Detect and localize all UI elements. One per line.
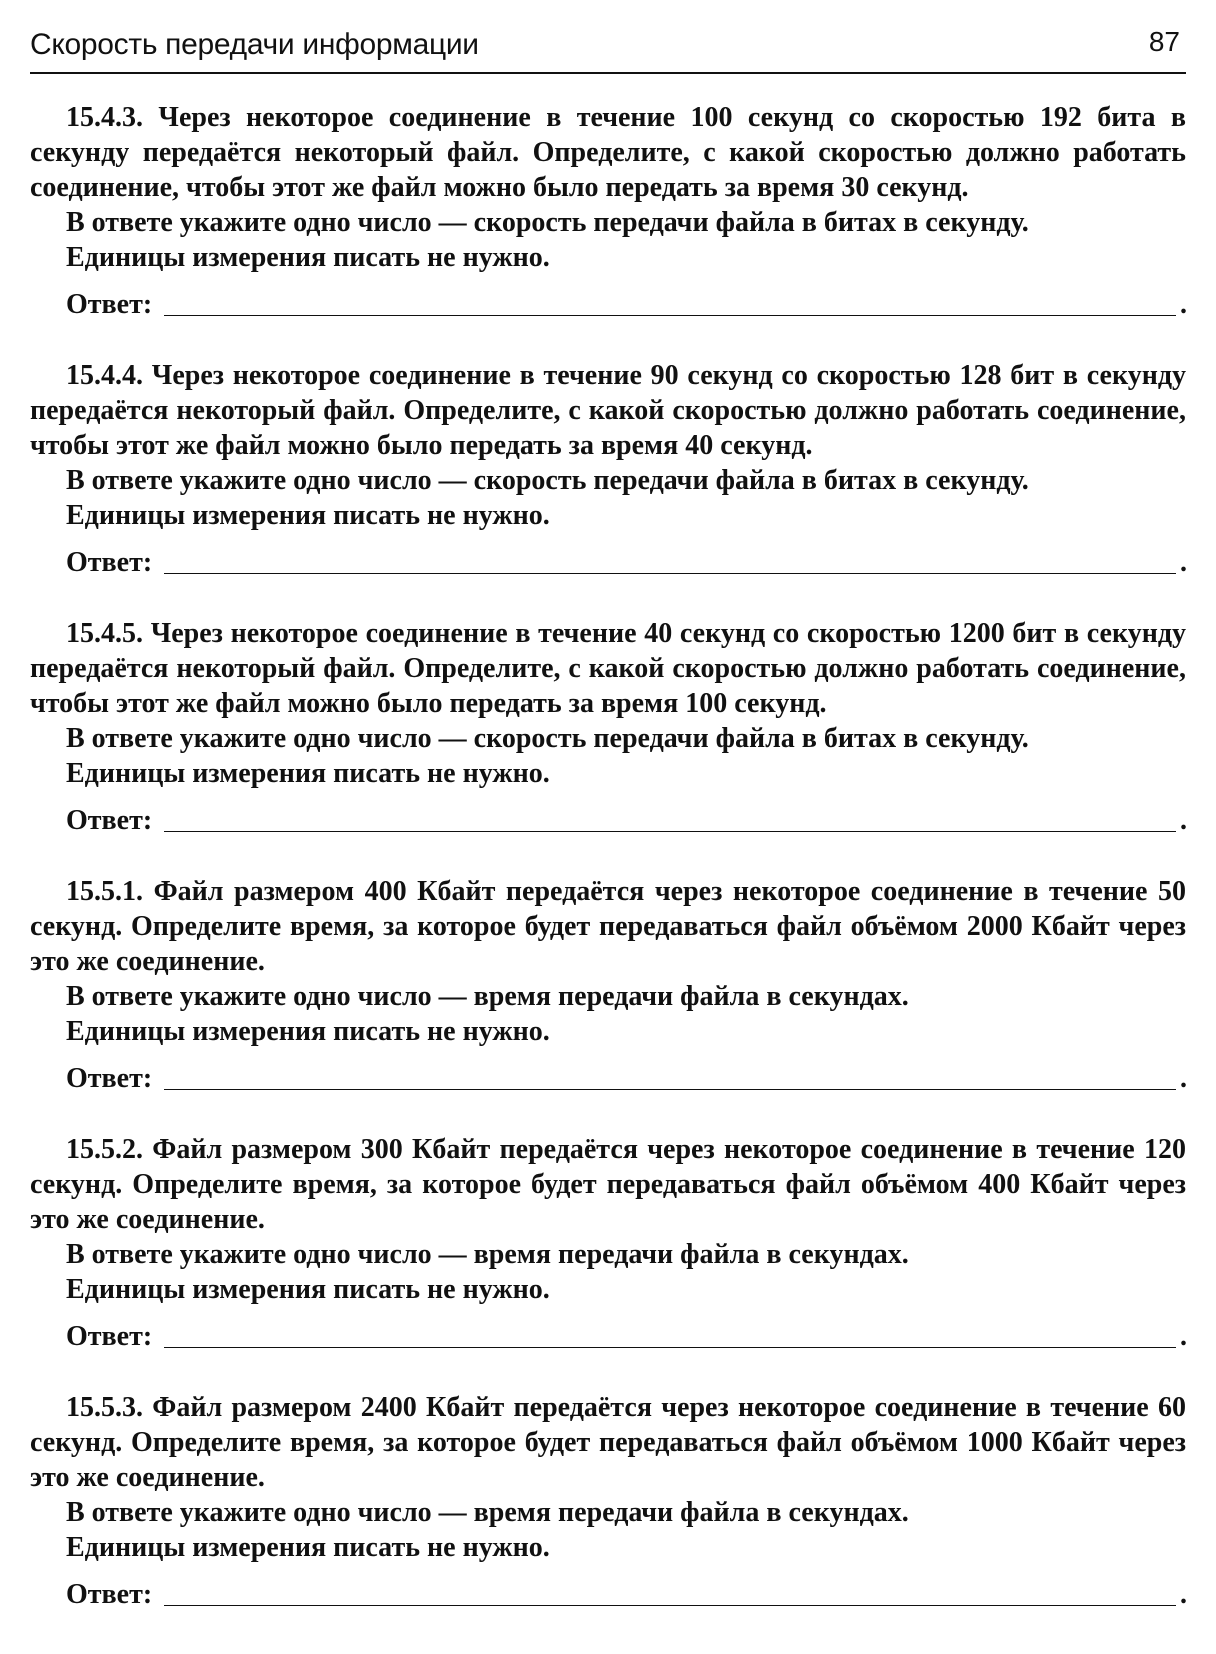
answer-row <box>66 1318 1186 1354</box>
answer-period: . <box>1180 547 1187 578</box>
problem-15-5-1 <box>30 874 1186 1096</box>
answer-instruction: В ответе укажите одно число — время передачи файла в секундах. <box>66 1497 909 1528</box>
problem-text: Файл размером 300 Кбайт передаётся через некоторое соединение в течение 120 секунд. Определите время, за которое будет передаваться файл объёмом 400 Кбайт через это же соединение. <box>30 1134 1186 1235</box>
problem-15-5-3 <box>30 1390 1186 1612</box>
problem-15-4-5 <box>30 616 1186 838</box>
answer-blank[interactable] <box>164 1605 1176 1606</box>
answer-blank[interactable] <box>164 1089 1176 1090</box>
units-note: Единицы измерения писать не нужно. <box>66 1532 550 1563</box>
answer-instruction: В ответе укажите одно число — скорость передачи файла в битах в секунду. <box>66 465 1029 496</box>
answer-blank[interactable] <box>164 315 1176 316</box>
problem-statement <box>30 100 1186 205</box>
problem-text: Файл размером 2400 Кбайт передаётся через некоторое соединение в течение 60 секунд. Определите время, за которое будет передаваться файл объёмом 1000 Кбайт через это же соединение. <box>30 1392 1186 1493</box>
problem-statement <box>30 874 1186 979</box>
answer-label: Ответ: <box>66 1063 153 1094</box>
problem-list <box>30 100 1186 1648</box>
answer-label: Ответ: <box>66 289 153 320</box>
answer-row <box>66 286 1186 322</box>
problem-statement <box>30 1390 1186 1495</box>
units-note: Единицы измерения писать не нужно. <box>66 242 550 273</box>
problem-number: 15.5.3. <box>66 1392 143 1423</box>
answer-label: Ответ: <box>66 1321 153 1352</box>
problem-text: Через некоторое соединение в течение 90 секунд со скоростью 128 бит в секунду передаётся некоторый файл. Определите, с какой скоростью должно работать соединение, чтобы этот же файл можно было передать за время 40 секунд. <box>30 360 1187 461</box>
answer-row <box>66 1060 1186 1096</box>
answer-instruction: В ответе укажите одно число — время передачи файла в секундах. <box>66 981 909 1012</box>
units-note: Единицы измерения писать не нужно. <box>66 758 550 789</box>
problem-number: 15.4.3. <box>66 102 143 133</box>
units-note: Единицы измерения писать не нужно. <box>66 1274 550 1305</box>
problem-statement <box>30 1132 1186 1237</box>
answer-blank[interactable] <box>164 1347 1176 1348</box>
problem-text: Через некоторое соединение в течение 100 секунд со скоростью 192 бита в секунду передаётся некоторый файл. Определите, с какой скоростью должно работать соединение, чтобы этот же файл можно было передать за время 30 секунд. <box>30 102 1187 203</box>
answer-row <box>66 802 1186 838</box>
problem-number: 15.5.2. <box>66 1134 143 1165</box>
problem-text: Через некоторое соединение в течение 40 секунд со скоростью 1200 бит в секунду передаётся некоторый файл. Определите, с какой скоростью должно работать соединение, чтобы этот же файл можно было передать за время 100 секунд. <box>30 618 1187 719</box>
answer-period: . <box>1180 1063 1187 1094</box>
answer-period: . <box>1180 1321 1187 1352</box>
answer-row <box>66 544 1186 580</box>
answer-instruction: В ответе укажите одно число — скорость передачи файла в битах в секунду. <box>66 723 1029 754</box>
answer-period: . <box>1180 805 1187 836</box>
answer-period: . <box>1180 289 1187 320</box>
answer-row <box>66 1576 1186 1612</box>
problem-text: Файл размером 400 Кбайт передаётся через некоторое соединение в течение 50 секунд. Определите время, за которое будет передаваться файл объёмом 2000 Кбайт через это же соединение. <box>30 876 1186 977</box>
problem-15-4-4 <box>30 358 1186 580</box>
problem-statement <box>30 358 1186 463</box>
answer-blank[interactable] <box>164 831 1176 832</box>
page-header <box>30 22 1186 74</box>
problem-number: 15.4.4. <box>66 360 143 391</box>
answer-instruction: В ответе укажите одно число — время передачи файла в секундах. <box>66 1239 909 1270</box>
section-title: Скорость передачи информации <box>30 28 479 61</box>
answer-label: Ответ: <box>66 547 153 578</box>
problem-statement <box>30 616 1186 721</box>
problem-number: 15.4.5. <box>66 618 143 649</box>
units-note: Единицы измерения писать не нужно. <box>66 1016 550 1047</box>
answer-instruction: В ответе укажите одно число — скорость передачи файла в битах в секунду. <box>66 207 1029 238</box>
problem-15-4-3 <box>30 100 1186 322</box>
answer-period: . <box>1180 1579 1187 1610</box>
answer-label: Ответ: <box>66 805 153 836</box>
problem-15-5-2 <box>30 1132 1186 1354</box>
page-number: 87 <box>1148 26 1180 57</box>
answer-blank[interactable] <box>164 573 1176 574</box>
units-note: Единицы измерения писать не нужно. <box>66 500 550 531</box>
problem-number: 15.5.1. <box>66 876 143 907</box>
answer-label: Ответ: <box>66 1579 153 1610</box>
